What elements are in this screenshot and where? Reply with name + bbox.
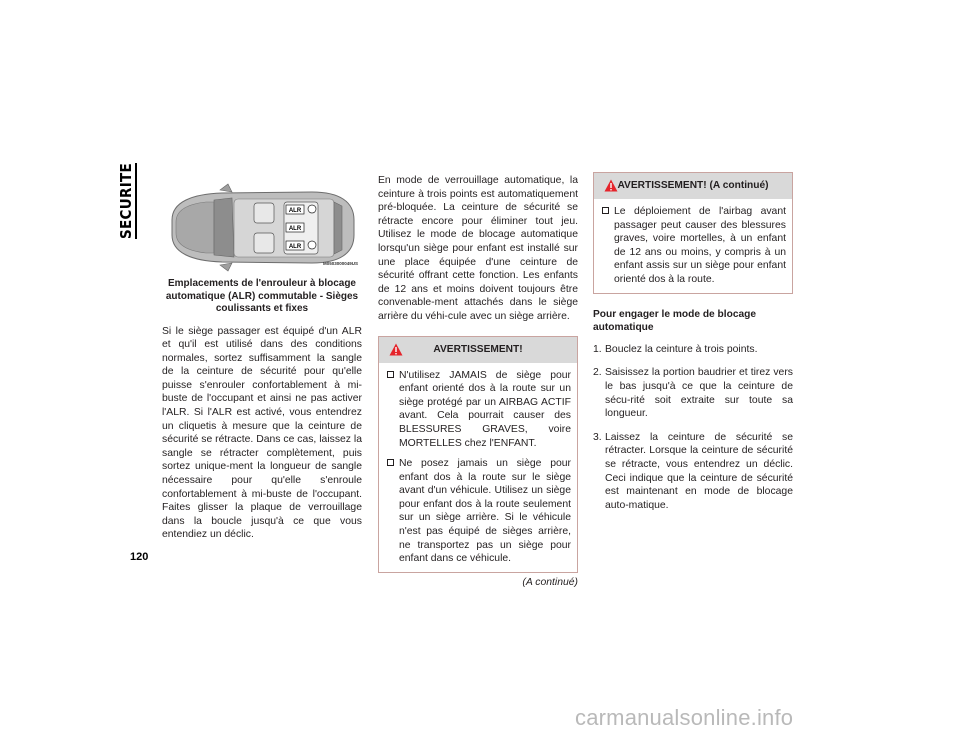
square-bullet-icon: [602, 207, 609, 214]
section-title: SECURITE: [117, 162, 135, 239]
child-seat-icon: [308, 205, 316, 213]
page-number: 120: [130, 551, 149, 563]
procedure-step: [593, 366, 793, 420]
step-text: Laissez la ceinture de sécurité se rétracter. Lorsque la ceinture de sécurité se rétracte, vous entendrez un déclic. Ceci indique que la ceinture de sécurité est maintenant en mode de blocage auto-matique.: [605, 431, 793, 511]
warning-body: [594, 199, 792, 293]
warning-title: AVERTISSEMENT!: [433, 343, 523, 355]
body-paragraph: En mode de verrouillage automatique, la ceinture à trois points est automatiquement pré-bloquée. La ceinture de sécurité se rétracte encore pour éliminer tout jeu. Utilisez le mode de blocage automatique lorsqu'un siège pour enfant est installé sur une place équipée d'une ceinture de sécurité offrant cette fonction. Les enfants de 12 ans et moins doivent toujours être convenable-ment attachés dans le siège arrière du véhi-cule avec un siège arrière.: [378, 175, 578, 322]
continued-note: (A continué): [522, 576, 578, 588]
warning-item-text: Le déploiement de l'airbag avant passager peut causer des blessures graves, voire mortelles, à un enfant de 12 ans ou moins, y compris à un enfant assis sur un siège pour enfant orienté dos à la route.: [614, 206, 786, 285]
step-number: 1.: [593, 343, 602, 355]
alr-label-3: ALR: [288, 244, 302, 250]
warning-header: [379, 337, 577, 363]
warning-title: AVERTISSEMENT! (A continué): [617, 180, 769, 192]
procedure-heading: Pour engager le mode de blocage automatique: [593, 308, 757, 334]
warning-body: [379, 363, 577, 572]
column-2: [378, 174, 578, 589]
square-bullet-icon: [387, 371, 394, 378]
procedure-step: [593, 431, 793, 513]
warning-item: [385, 369, 571, 451]
column-1: [162, 180, 362, 542]
warning-item: [385, 457, 571, 566]
alr-label-2: ALR: [288, 226, 302, 232]
step-number: 2.: [593, 367, 602, 379]
warning-box: [378, 336, 578, 573]
figure-code: M0503000049US: [322, 261, 358, 267]
warning-triangle-icon: [389, 343, 403, 356]
body-paragraph: Si le siège passager est équipé d'un ALR et qu'il est utilisé dans des conditions normales, sortez suffisamment la sangle de la ceinture de sécurité pour qu'elle puisse s'enrouler confortablement à mi-buste de l'occupant et ainsi ne pas activer l'ALR. Si l'ALR est activé, vous entendrez un cliquetis à mesure que la ceinture de sécurité se rétracte. Dans ce cas, laissez la sangle se rétracter complètement, puis sortez unique-ment la longueur de sangle nécessaire pour qu'elle s'enroule confortablement à mi-buste de l'occupant. Faites glisser la plaque de verrouillage dans la boucle jusqu'à ce que vous entendiez un déclic.: [162, 325, 362, 541]
step-number: 3.: [593, 431, 602, 443]
alr-label-1: ALR: [288, 208, 302, 214]
warning-item-text: Ne posez jamais un siège pour enfant dos à la route sur le siège avant d'un véhicule. Utilisez un siège pour enfant dos à la route seulement sur un siège arrière. Si le véhicule n'est pas équipé de sièges arrière, ne transportez pas un siège pour enfant dans ce véhicule.: [399, 458, 571, 565]
watermark: carmanualsonline.info: [575, 705, 794, 730]
child-seat-icon: [308, 241, 316, 249]
procedure-step: [593, 343, 793, 357]
warning-box-continued: [593, 172, 793, 294]
step-text: Bouclez la ceinture à trois points.: [605, 343, 758, 355]
column-3: [593, 172, 793, 522]
warning-item: [600, 205, 786, 287]
figure-caption: Emplacements de l'enrouleur à blocage automatique (ALR) commutable - Sièges coulissants et fixes: [165, 278, 359, 314]
car-seat-figure: [162, 180, 362, 275]
square-bullet-icon: [387, 459, 394, 466]
step-text: Saisissez la portion baudrier et tirez vers le bas jusqu'à ce que la ceinture de sécu-rité soit extraite sur toute sa longueur.: [605, 367, 793, 420]
warning-triangle-icon: [604, 179, 618, 192]
warning-item-text: N'utilisez JAMAIS de siège pour enfant orienté dos à la route sur un siège protégé par un AIRBAG ACTIF avant. Cela pourrait causer des BLESSURES GRAVES, voire MORTELLES chez l'ENFANT.: [399, 369, 571, 449]
warning-header: [594, 173, 792, 199]
